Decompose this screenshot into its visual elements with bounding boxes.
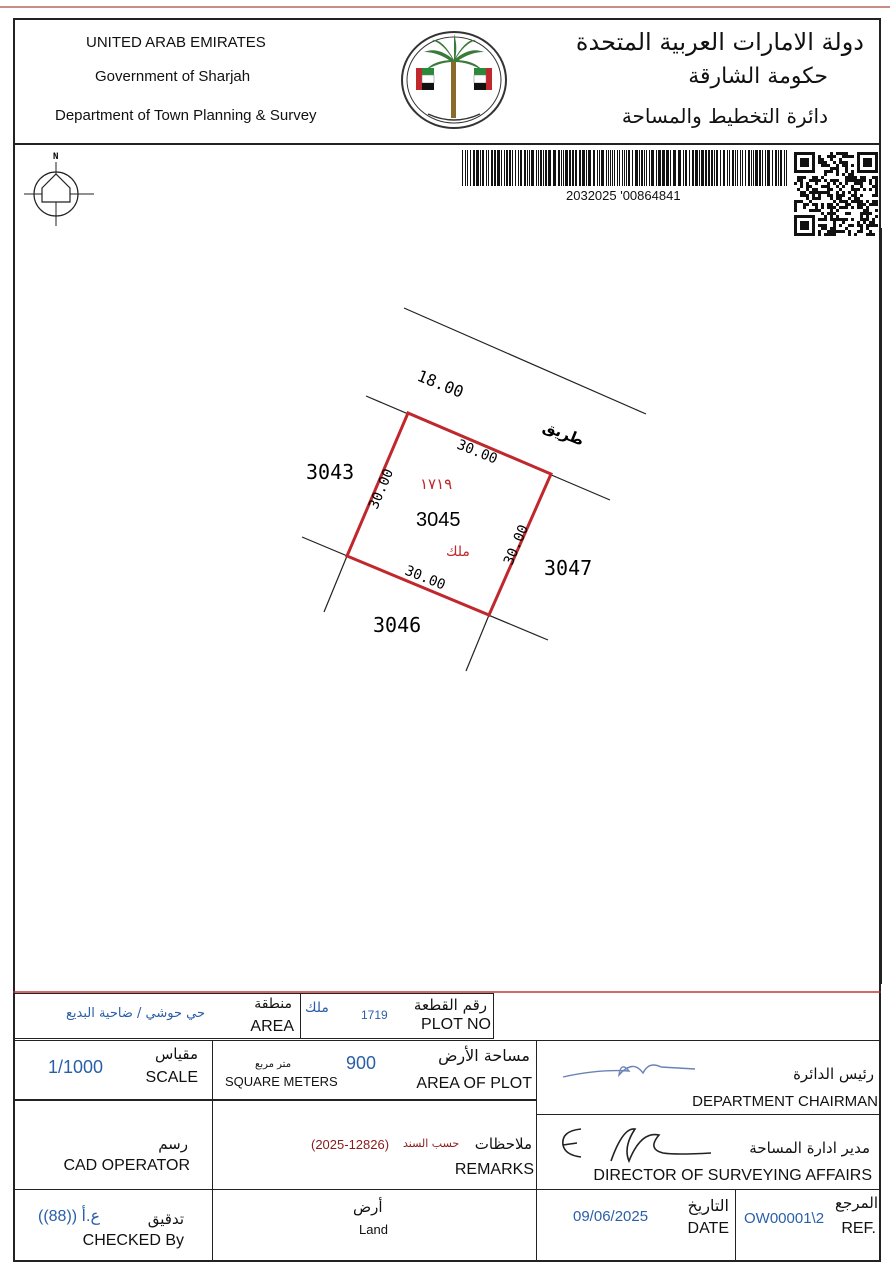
north-label: N — [53, 152, 59, 162]
remarks-label-ar: ملاحظات — [474, 1135, 532, 1153]
chairman-cell — [536, 1040, 881, 1115]
right-boundary-line — [466, 615, 489, 671]
left-boundary-line — [324, 556, 347, 612]
date-cell — [536, 1189, 736, 1261]
header-ar-country: دولة الامارات العربية المتحدة — [575, 28, 864, 56]
side-bottom-label: 30.00 — [402, 562, 448, 594]
ref-value: OW00001\2 — [744, 1210, 825, 1227]
plot-area-cell — [212, 1040, 537, 1100]
header-ar-government: حكومة الشارقة — [688, 64, 828, 89]
area-value: حي حوشي / ضاحية البديع — [65, 1006, 205, 1021]
side-right-label: 30.00 — [500, 522, 533, 568]
chairman-label-en: DEPARTMENT CHAIRMAN — [692, 1093, 878, 1110]
plot-area-unit-en: SQUARE METERS — [225, 1074, 338, 1089]
cad-label-ar: رسم — [158, 1135, 188, 1153]
plot-number: 3045 — [416, 509, 461, 531]
land-type-en: Land — [359, 1222, 388, 1237]
neighbor-plot-right: 3047 — [544, 556, 593, 580]
scale-value: 1/1000 — [48, 1057, 104, 1077]
plot-area-value: 900 — [346, 1053, 377, 1073]
scale-label-en: SCALE — [145, 1069, 198, 1086]
neighbor-plot-bottom: 3046 — [373, 613, 422, 637]
chairman-label-ar: رئيس الدائرة — [793, 1065, 874, 1083]
director-label-ar: مدير ادارة المساحة — [749, 1139, 870, 1157]
plot-no-value: 1719 — [361, 1008, 388, 1022]
area-value-cell — [13, 993, 301, 1039]
director-label-en: DIRECTOR OF SURVEYING AFFAIRS — [593, 1167, 872, 1184]
date-label-ar: التاريخ — [687, 1196, 729, 1215]
plot-area-unit-ar: متر مربع — [255, 1059, 292, 1070]
scale-label-ar: مقياس — [154, 1045, 198, 1063]
plot-area-label-ar: مساحة الأرض — [438, 1046, 530, 1065]
header-en-government: Government of Sharjah — [95, 68, 251, 85]
director-cell — [536, 1114, 881, 1190]
plot-ownership-ar: ملك — [446, 544, 470, 560]
remarks-value: (2025-12826) — [311, 1137, 390, 1152]
ref-label-ar: المرجع — [835, 1194, 878, 1212]
remarks-value-ar: حسب السند — [403, 1137, 460, 1150]
cad-operator-cell — [13, 1100, 213, 1190]
ref-label-en: REF. — [841, 1220, 876, 1237]
date-value: 09/06/2025 — [573, 1208, 649, 1225]
checked-cell — [13, 1189, 213, 1261]
remarks-label-en: REMARKS — [454, 1161, 534, 1178]
barcode-number: 2032025 ‎'00864841 — [566, 188, 681, 203]
chairman-signature-icon — [559, 1057, 699, 1085]
header-en-country: UNITED ARAB EMIRATES — [86, 34, 266, 51]
checked-label-en: CHECKED By — [82, 1232, 184, 1249]
header-en-department: Department of Town Planning & Survey — [55, 107, 317, 124]
road-label: طريق — [540, 417, 587, 450]
road-edge-line — [404, 308, 646, 414]
land-type-cell — [212, 1189, 537, 1261]
frame-right-edge — [880, 228, 882, 984]
ref-cell — [735, 1189, 881, 1261]
plot-no-label-ar: رقم القطعة — [413, 996, 487, 1014]
scale-cell — [13, 1040, 213, 1100]
area-label-en: AREA — [250, 1018, 294, 1035]
date-label-en: DATE — [687, 1220, 729, 1237]
checked-label-ar: تدقيق — [147, 1210, 184, 1228]
director-signature-icon — [551, 1121, 721, 1171]
checked-value: ع.أ ((88)) — [38, 1208, 100, 1225]
remarks-cell — [212, 1100, 537, 1190]
cad-label-en: CAD OPERATOR — [63, 1157, 190, 1174]
plot-no-cell — [300, 993, 494, 1039]
side-top-label: 30.00 — [454, 436, 500, 468]
plot-number-ar: ١٧١٩ — [420, 475, 453, 493]
side-left-label: 30.00 — [365, 466, 398, 512]
header-ar-department: دائرة التخطيط والمساحة — [621, 104, 828, 128]
plot-no-label-en: PLOT NO — [421, 1016, 491, 1033]
area-label-ar: منطقة — [254, 996, 292, 1012]
plot-area-label-en: AREA OF PLOT — [416, 1075, 532, 1092]
ownership-value: ملك — [305, 1000, 329, 1016]
land-type-ar: أرض — [353, 1198, 383, 1216]
neighbor-plot-left: 3043 — [306, 460, 355, 484]
road-width-label: 18.00 — [414, 366, 467, 402]
